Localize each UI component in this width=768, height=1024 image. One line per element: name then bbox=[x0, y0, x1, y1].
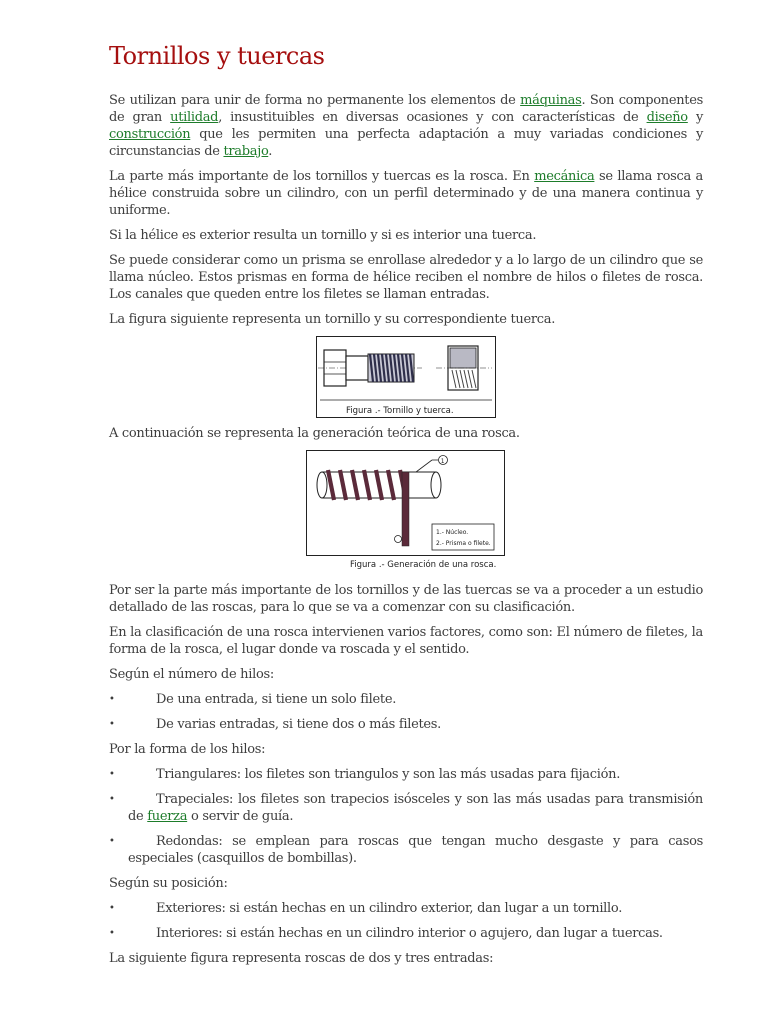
figure1-caption: Figura .- Tornillo y tuerca. bbox=[346, 406, 454, 416]
text-span: se llama rosca a hélice construida sobre un cilindro, con un perfil determinado y de una manera continua y uniforme. bbox=[109, 169, 703, 218]
article bbox=[109, 40, 703, 975]
list-numero-hilos bbox=[109, 691, 703, 733]
link-utilidad[interactable]: utilidad bbox=[170, 110, 219, 125]
text-span: La parte más importante de los tornillos y tuercas es la rosca. En bbox=[109, 169, 535, 184]
paragraph-clasificacion: En la clasificación de una rosca intervienen varios factores, como son: El número de filetes, la forma de la rosca, el lugar donde va roscada y el sentido. bbox=[109, 625, 703, 657]
paragraph-roscas-entradas: La siguiente figura representa roscas de dos y tres entradas: bbox=[109, 951, 494, 966]
list-item-text: Redondas: se emplean para roscas que tengan mucho desgaste y para casos especiales (casquillos de bombillas). bbox=[128, 834, 703, 866]
bullet-icon: • bbox=[109, 928, 115, 939]
bolt-nut-illustration bbox=[316, 336, 496, 418]
page-title: Tornillos y tuercas bbox=[109, 42, 325, 70]
paragraph-estudio: Por ser la parte más importante de los tornillos y de las tuercas se va a proceder a un estudio detallado de las roscas, para lo que se va a comenzar con su clasificación. bbox=[109, 583, 703, 615]
bullet-icon: • bbox=[109, 719, 115, 730]
list-forma-hilos bbox=[109, 766, 703, 867]
list-item bbox=[109, 716, 703, 733]
text-span: . bbox=[268, 144, 273, 159]
paragraph-figura-intro: La figura siguiente representa un tornillo y su correspondiente tuerca. bbox=[109, 312, 556, 327]
paragraph-generacion: A continuación se representa la generación teórica de una rosca. bbox=[109, 426, 520, 441]
text-span: y bbox=[687, 110, 703, 125]
link-mecanica[interactable]: mecánica bbox=[534, 169, 595, 184]
paragraph-prisma: Se puede considerar como un prisma se enrollase alrededor y a lo largo de un cilindro que se llama núcleo. Estos prismas en forma de hélice reciben el nombre de hilos o filetes de rosca. Los canales que queden entre los filetes se llaman entradas. bbox=[109, 253, 703, 302]
figure2-legend-1: 1.- Núcleo. bbox=[436, 529, 469, 536]
list-item bbox=[109, 925, 703, 942]
list-item bbox=[109, 833, 703, 867]
text-span: que les permiten una perfecta adaptación a muy variadas condiciones y circunstancias de bbox=[109, 127, 703, 159]
list-posicion bbox=[109, 900, 703, 942]
figure2-caption: Figura .- Generación de una rosca. bbox=[350, 560, 497, 570]
list-item-text: De varias entradas, si tiene dos o más filetes. bbox=[156, 717, 442, 732]
list-item-text: o servir de guía. bbox=[187, 809, 294, 824]
paragraph-intro bbox=[109, 92, 703, 160]
heading-forma-hilos: Por la forma de los hilos: bbox=[109, 742, 266, 757]
heading-posicion: Según su posición: bbox=[109, 876, 228, 891]
list-item bbox=[109, 791, 703, 825]
bullet-icon: • bbox=[109, 794, 115, 805]
link-fuerza[interactable]: fuerza bbox=[147, 809, 188, 824]
figure-tornillo-tuerca bbox=[109, 336, 703, 418]
link-diseno[interactable]: diseño bbox=[646, 110, 688, 125]
bullet-icon: • bbox=[109, 769, 115, 780]
text-span: Se utilizan para unir de forma no permanente los elementos de bbox=[109, 93, 521, 108]
list-item-text: Triangulares: los filetes son triangulos y son las más usadas para fijación. bbox=[156, 767, 621, 782]
bullet-icon: • bbox=[109, 836, 115, 847]
text-span: , insustituibles en diversas ocasiones y con características de bbox=[218, 110, 647, 125]
list-item-text: Trapeciales: los filetes son trapecios isósceles y son las más usadas para transmisión de bbox=[128, 792, 703, 824]
figure-generacion-rosca bbox=[109, 450, 703, 570]
list-item bbox=[109, 766, 703, 783]
link-trabajo[interactable]: trabajo bbox=[223, 144, 269, 159]
link-maquinas[interactable]: máquinas bbox=[520, 93, 582, 108]
heading-numero-hilos: Según el número de hilos: bbox=[109, 667, 274, 682]
list-item-text: Exteriores: si están hechas en un cilindro exterior, dan lugar a un tornillo. bbox=[156, 901, 623, 916]
text-span: . Son componentes de gran bbox=[109, 93, 703, 125]
list-item-text: De una entrada, si tiene un solo filete. bbox=[156, 692, 397, 707]
bullet-icon: • bbox=[109, 694, 115, 705]
paragraph-helice: Si la hélice es exterior resulta un tornillo y si es interior una tuerca. bbox=[109, 228, 537, 243]
list-item bbox=[109, 691, 703, 708]
paragraph-rosca bbox=[109, 168, 703, 219]
figure2-label-1: 1 bbox=[440, 458, 445, 465]
thread-generation-illustration bbox=[306, 450, 506, 570]
list-item-text: Interiores: si están hechas en un cilindro interior o agujero, dan lugar a tuercas. bbox=[156, 926, 663, 941]
bullet-icon: • bbox=[109, 903, 115, 914]
list-item bbox=[109, 900, 703, 917]
figure2-legend-2: 2.- Prisma o filete. bbox=[436, 540, 491, 547]
link-construccion[interactable]: construcción bbox=[109, 127, 191, 142]
